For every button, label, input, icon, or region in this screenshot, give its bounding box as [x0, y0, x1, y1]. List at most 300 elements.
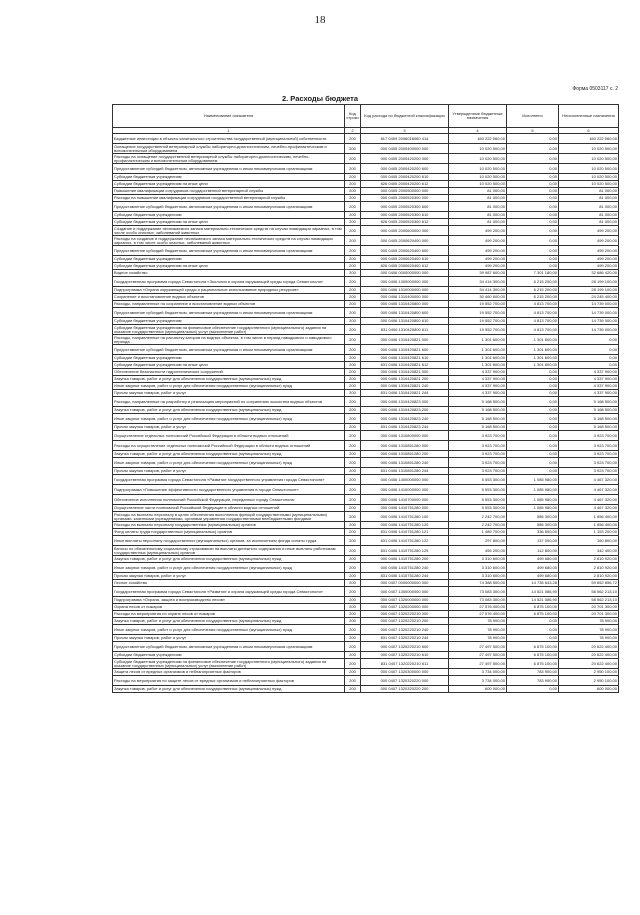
- row-unexecuted: 59 652 856,72: [559, 580, 619, 587]
- row-approved: 73 083 300,00: [449, 597, 507, 604]
- row-name: Государственная программа города Севастополя «Экология и охрана окружающей среды города Севастополя»: [113, 277, 345, 287]
- row-code: 200: [345, 635, 361, 642]
- row-code: 200: [345, 154, 361, 164]
- row-name: Предоставление субсидий бюджетным, автономным учреждениям и иным некоммерческим организациям: [113, 202, 345, 212]
- row-name: Расходы на осуществление отдельных полномочий Российской Федерации в области водных отношений: [113, 441, 345, 451]
- row-executed: 4 813 700,00: [507, 301, 559, 308]
- row-executed: 6 215 200,00: [507, 287, 559, 294]
- table-row: [113, 164, 619, 174]
- row-code: 200: [345, 604, 361, 611]
- row-unexecuted: 78 900,00: [559, 635, 619, 642]
- row-approved: 10 020 500,00: [449, 144, 507, 154]
- row-name: Субсидии бюджетным учреждениям на иные цели: [113, 181, 345, 188]
- column-header: Наименование показателя: [113, 105, 345, 128]
- table-row: [113, 580, 619, 587]
- row-executed: 0,00: [507, 188, 559, 195]
- row-code: 200: [345, 556, 361, 563]
- row-code: 200: [345, 618, 361, 625]
- row-name: Закупка товаров, работ и услуг для обеспечения государственных (муниципальных) нужд: [113, 618, 345, 625]
- row-executed: 783 900,00: [507, 669, 559, 676]
- row-approved: 1 301 600,00: [449, 362, 507, 369]
- row-approved: 34 414 300,00: [449, 277, 507, 287]
- row-name: Прочая закупка товаров, работ и услуг: [113, 468, 345, 475]
- row-executed: 499 680,00: [507, 573, 559, 580]
- row-code: 200: [345, 383, 361, 390]
- row-kbk: 000 0406 1310800000 000: [361, 431, 449, 441]
- row-code: 200: [345, 529, 361, 536]
- row-approved: 73 083 300,00: [449, 587, 507, 597]
- table-row: [113, 546, 619, 556]
- row-approved: 78 900,00: [449, 625, 507, 635]
- row-unexecuted: 81 000,00: [559, 219, 619, 226]
- table-row: [113, 226, 619, 236]
- row-kbk: 831 0407 1320220210 611: [361, 659, 449, 669]
- row-executed: 4 813 700,00: [507, 308, 559, 318]
- row-unexecuted: 499 200,00: [559, 246, 619, 256]
- row-executed: 0,00: [507, 219, 559, 226]
- table-row: [113, 212, 619, 219]
- row-approved: 3 734 000,00: [449, 676, 507, 686]
- row-code: 200: [345, 294, 361, 301]
- row-kbk: 000 0406 1310420821 600: [361, 345, 449, 355]
- row-executed: 0,00: [507, 144, 559, 154]
- row-name: Субсидии бюджетным учреждениям: [113, 212, 345, 219]
- row-kbk: 000 0405 2000420200 600: [361, 164, 449, 174]
- row-executed: 0,00: [507, 390, 559, 397]
- table-row: [113, 376, 619, 383]
- row-executed: 0,00: [507, 686, 559, 693]
- row-code: 200: [345, 369, 361, 376]
- row-approved: 3 923 700,00: [449, 441, 507, 451]
- row-code: 200: [345, 325, 361, 335]
- column-header: Исполнено: [507, 105, 559, 128]
- row-kbk: 000 0407 1320200000 000: [361, 604, 449, 611]
- row-unexecuted: 5 168 500,00: [559, 407, 619, 414]
- row-approved: 30 460 600,00: [449, 294, 507, 301]
- row-code: 200: [345, 505, 361, 512]
- row-unexecuted: 3 923 700,00: [559, 451, 619, 458]
- row-kbk: 831 0406 1310420821 612: [361, 362, 449, 369]
- row-kbk: 831 0406 1410751280 121: [361, 529, 449, 536]
- row-name: Расходы на оснащение государственной ветеринарной службы лабораторно-диагностическим, лечебно-профилактическим и вспомогательным оборудованием: [113, 154, 345, 164]
- table-row: [113, 174, 619, 181]
- row-code: 200: [345, 580, 361, 587]
- row-executed: 0,00: [507, 181, 559, 188]
- row-name: Предоставление субсидий бюджетным, автономным учреждениям и иным некоммерческим организациям: [113, 345, 345, 355]
- row-unexecuted: 10 020 500,00: [559, 154, 619, 164]
- row-kbk: 000 0405 2000520300 000: [361, 195, 449, 202]
- row-kbk: 831 0407 1320220210 244: [361, 635, 449, 642]
- row-code: 200: [345, 669, 361, 676]
- row-kbk: 000 0406 0000000000 000: [361, 270, 449, 277]
- table-row: [113, 407, 619, 414]
- row-code: 200: [345, 485, 361, 495]
- row-name: Обеспечение безопасности гидротехнических сооружений: [113, 369, 345, 376]
- row-kbk: 000 0406 1310420800 000: [361, 301, 449, 308]
- row-code: 200: [345, 219, 361, 226]
- row-approved: 74 388 500,00: [449, 580, 507, 587]
- row-unexecuted: 4 337 900,00: [559, 383, 619, 390]
- section-title: 2. Расходы бюджета: [281, 94, 359, 103]
- row-approved: 10 020 500,00: [449, 174, 507, 181]
- row-code: 200: [345, 522, 361, 529]
- row-name: Осуществление отдельных полномочий Российской Федерации в области водных отношений: [113, 431, 345, 441]
- row-code: 200: [345, 642, 361, 652]
- row-name: Закупка товаров, работ и услуг для обеспечения государственных (муниципальных) нужд: [113, 686, 345, 693]
- row-code: 200: [345, 475, 361, 485]
- row-code: 200: [345, 287, 361, 294]
- row-kbk: 000 0405 2000620400 600: [361, 246, 449, 256]
- row-approved: 39 987 600,00: [449, 270, 507, 277]
- row-executed: 137 000,00: [507, 536, 559, 546]
- page-number: 18: [314, 14, 326, 26]
- row-approved: 10 020 500,00: [449, 181, 507, 188]
- row-approved: 27 497 500,00: [449, 659, 507, 669]
- row-name: Субсидии бюджетным учреждениям: [113, 652, 345, 659]
- table-row: [113, 475, 619, 485]
- row-name: Прочая закупка товаров, работ и услуг: [113, 390, 345, 397]
- table-row: [113, 485, 619, 495]
- row-approved: 499 200,00: [449, 226, 507, 236]
- row-unexecuted: 0,00: [559, 362, 619, 369]
- row-executed: 0,00: [507, 397, 559, 407]
- row-kbk: 000 0406 1310851280 240: [361, 458, 449, 468]
- table-row: [113, 505, 619, 512]
- table-row: [113, 383, 619, 390]
- row-unexecuted: 4 337 900,00: [559, 369, 619, 376]
- row-approved: 5 168 500,00: [449, 397, 507, 407]
- row-kbk: 826 0405 2000620400 612: [361, 263, 449, 270]
- row-unexecuted: 20 701 300,00: [559, 611, 619, 618]
- row-code: 200: [345, 270, 361, 277]
- row-kbk: 000 0405 2000520300 600: [361, 202, 449, 212]
- table-row: [113, 318, 619, 325]
- row-kbk: 831 0406 1310420800 611: [361, 325, 449, 335]
- row-unexecuted: 3 923 700,00: [559, 441, 619, 451]
- row-executed: 4 813 700,00: [507, 325, 559, 335]
- row-code: 200: [345, 212, 361, 219]
- row-executed: 0,00: [507, 154, 559, 164]
- row-code: 200: [345, 587, 361, 597]
- row-unexecuted: 342 400,00: [559, 546, 619, 556]
- row-kbk: 000 0406 1310420821 200: [361, 376, 449, 383]
- row-approved: 4 337 900,00: [449, 369, 507, 376]
- row-unexecuted: 499 200,00: [559, 256, 619, 263]
- row-approved: 499 200,00: [449, 236, 507, 246]
- row-name: Субсидии бюджетным учреждениям на финансовое обеспечение государственного (муниципального) задания на оказание государственных (муниципальных) услуг (выполнение работ): [113, 325, 345, 335]
- row-executed: 0,00: [507, 635, 559, 642]
- row-approved: 499 200,00: [449, 246, 507, 256]
- row-approved: 81 000,00: [449, 195, 507, 202]
- row-executed: 6 875 100,00: [507, 652, 559, 659]
- table-row: [113, 294, 619, 301]
- table-row: [113, 202, 619, 212]
- row-name: Предоставление субсидий бюджетным, автономным учреждениям и иным некоммерческим организациям: [113, 164, 345, 174]
- expenditures-table: [112, 104, 619, 693]
- row-code: 200: [345, 686, 361, 693]
- row-code: 200: [345, 563, 361, 573]
- row-executed: 0,00: [507, 407, 559, 414]
- row-name: Расходы, направленные на разработку и реализацию мероприятий по сохранению экосистем водных объектов: [113, 397, 345, 407]
- row-executed: 6 875 100,00: [507, 659, 559, 669]
- row-name: Субсидии бюджетным учреждениям: [113, 355, 345, 362]
- row-name: Иные закупки товаров, работ и услуг для обеспечения государственных (муниципальных) нужд: [113, 625, 345, 635]
- row-approved: 3 923 700,00: [449, 431, 507, 441]
- row-kbk: 000 0406 1410751280 100: [361, 512, 449, 522]
- row-name: Субсидии бюджетным учреждениям: [113, 318, 345, 325]
- row-approved: 3 923 700,00: [449, 458, 507, 468]
- row-executed: 0,00: [507, 134, 559, 144]
- table-row: [113, 195, 619, 202]
- table-row: [113, 458, 619, 468]
- row-executed: 0,00: [507, 369, 559, 376]
- row-kbk: 000 0406 1310851280 200: [361, 451, 449, 458]
- table-row: [113, 441, 619, 451]
- table-row: [113, 431, 619, 441]
- column-number: 5: [507, 128, 559, 134]
- column-header: Код расхода по бюджетной классификации: [361, 105, 449, 128]
- row-code: 200: [345, 397, 361, 407]
- row-approved: 81 000,00: [449, 219, 507, 226]
- row-name: Закупка товаров, работ и услуг для обеспечения государственных (муниципальных) нужд: [113, 451, 345, 458]
- row-unexecuted: 2 950 100,00: [559, 669, 619, 676]
- row-approved: 4 337 900,00: [449, 383, 507, 390]
- row-executed: 1 085 980,00: [507, 495, 559, 505]
- row-approved: 34 414 300,00: [449, 287, 507, 294]
- row-name: Обеспечение исполнения полномочий Российской Федерации, переданных городу Севастополю: [113, 495, 345, 505]
- row-approved: 27 576 400,00: [449, 611, 507, 618]
- row-unexecuted: 81 000,00: [559, 212, 619, 219]
- row-kbk: 000 0406 1310420823 200: [361, 407, 449, 414]
- row-name: Иные выплаты персоналу государственных (муниципальных) органов, за исключением фонда оплаты труда: [113, 536, 345, 546]
- row-unexecuted: 2 950 100,00: [559, 676, 619, 686]
- table-row: [113, 236, 619, 246]
- row-kbk: 000 0406 1310420821 000: [361, 335, 449, 345]
- row-executed: 0,00: [507, 256, 559, 263]
- table-row: [113, 256, 619, 263]
- row-code: 200: [345, 355, 361, 362]
- table-row: [113, 659, 619, 669]
- row-executed: 6 875 100,00: [507, 642, 559, 652]
- row-approved: 78 900,00: [449, 635, 507, 642]
- table-row: [113, 652, 619, 659]
- table-row: [113, 134, 619, 144]
- row-name: Оснащение государственной ветеринарной службы лабораторно-диагностическим, лечебно-профилактическим и вспомогательным оборудованием: [113, 144, 345, 154]
- row-unexecuted: 5 168 500,00: [559, 397, 619, 407]
- row-code: 200: [345, 335, 361, 345]
- table-row: [113, 676, 619, 686]
- row-kbk: 000 0406 1310420800 610: [361, 318, 449, 325]
- row-name: Иные закупки товаров, работ и услуг для обеспечения государственных (муниципальных) нужд: [113, 563, 345, 573]
- row-kbk: 000 0406 1410751280 000: [361, 505, 449, 512]
- row-executed: 0,00: [507, 441, 559, 451]
- row-approved: 1 489 700,00: [449, 529, 507, 536]
- row-unexecuted: 78 900,00: [559, 618, 619, 625]
- row-executed: 6 215 200,00: [507, 294, 559, 301]
- row-name: Лесное хозяйство: [113, 580, 345, 587]
- row-code: 200: [345, 188, 361, 195]
- row-code: 200: [345, 246, 361, 256]
- row-executed: 0,00: [507, 226, 559, 236]
- row-executed: 783 900,00: [507, 676, 559, 686]
- row-executed: 0,00: [507, 383, 559, 390]
- row-executed: 499 680,00: [507, 556, 559, 563]
- row-kbk: 000 0407 1320300000 000: [361, 669, 449, 676]
- table-row: [113, 154, 619, 164]
- table-row: [113, 308, 619, 318]
- row-code: 200: [345, 659, 361, 669]
- table-row: [113, 188, 619, 195]
- row-name: Осуществление части полномочий Российской Федерации в области водных отношений: [113, 505, 345, 512]
- row-approved: 4 337 900,00: [449, 390, 507, 397]
- row-approved: 10 020 500,00: [449, 164, 507, 174]
- table-row: [113, 536, 619, 546]
- table-row: [113, 669, 619, 676]
- row-kbk: 817 0409 2006016060 414: [361, 134, 449, 144]
- row-executed: 1 301 600,00: [507, 362, 559, 369]
- row-code: 200: [345, 495, 361, 505]
- row-unexecuted: 58 562 213,10: [559, 587, 619, 597]
- row-unexecuted: 78 900,00: [559, 625, 619, 635]
- row-kbk: 000 0406 1300000000 000: [361, 277, 449, 287]
- row-name: Расходы на выплаты персоналу государственных (муниципальных) органов: [113, 522, 345, 529]
- table-row: [113, 219, 619, 226]
- row-code: 200: [345, 468, 361, 475]
- table-row: [113, 414, 619, 424]
- row-name: Сохранение и восстановление водных объектов: [113, 294, 345, 301]
- row-executed: 0,00: [507, 414, 559, 424]
- row-executed: 112 800,00: [507, 546, 559, 556]
- row-kbk: 000 0405 2000500000 000: [361, 188, 449, 195]
- row-name: Иные закупки товаров, работ и услуг для обеспечения государственных (муниципальных) нужд: [113, 414, 345, 424]
- row-kbk: 831 0406 1310420821 244: [361, 390, 449, 397]
- row-unexecuted: 4 467 320,00: [559, 485, 619, 495]
- row-name: Бюджетные инвестиции в объекты капитального строительства государственной (муниципальной) собственности: [113, 134, 345, 144]
- row-name: Повышение квалификации сотрудников государственной ветеринарной службы: [113, 188, 345, 195]
- row-kbk: 000 0407 1320320220 000: [361, 676, 449, 686]
- column-number: 2: [345, 128, 361, 134]
- row-name: Предоставление субсидий бюджетным, автономным учреждениям и иным некоммерческим организациям: [113, 642, 345, 652]
- row-unexecuted: 600 000,00: [559, 686, 619, 693]
- row-unexecuted: 499 200,00: [559, 236, 619, 246]
- row-unexecuted: 4 467 320,00: [559, 475, 619, 485]
- row-kbk: 000 0406 1410751280 240: [361, 563, 449, 573]
- row-name: Иные закупки товаров, работ и услуг для обеспечения государственных (муниципальных) нужд: [113, 458, 345, 468]
- row-unexecuted: 14 739 000,00: [559, 308, 619, 318]
- row-code: 200: [345, 202, 361, 212]
- row-executed: 0,00: [507, 468, 559, 475]
- row-name: Прочая закупка товаров, работ и услуг: [113, 573, 345, 580]
- table-row: [113, 451, 619, 458]
- row-unexecuted: 14 739 000,00: [559, 318, 619, 325]
- row-unexecuted: 4 337 900,00: [559, 390, 619, 397]
- row-kbk: 000 0406 1310420821 610: [361, 355, 449, 362]
- row-code: 200: [345, 195, 361, 202]
- row-executed: 0,00: [507, 202, 559, 212]
- row-name: Субсидии бюджетным учреждениям на финансовое обеспечение государственного (муниципального) задания на оказание государственных (муниципальных) услуг (выполнение работ): [113, 659, 345, 669]
- row-approved: 160 222 060,00: [449, 134, 507, 144]
- table-row: [113, 335, 619, 345]
- table-row: [113, 369, 619, 376]
- row-approved: 27 576 400,00: [449, 604, 507, 611]
- row-unexecuted: 2 810 920,00: [559, 556, 619, 563]
- row-name: Взносы по обязательному социальному страхованию на выплаты денежного содержания и иные выплаты работникам государственных (муниципальных) органов: [113, 546, 345, 556]
- row-name: Субсидии бюджетным учреждениям на иные цели: [113, 219, 345, 226]
- row-kbk: 831 0406 1410751280 244: [361, 573, 449, 580]
- row-unexecuted: 499 200,00: [559, 226, 619, 236]
- row-unexecuted: 5 168 500,00: [559, 424, 619, 431]
- row-unexecuted: 81 000,00: [559, 188, 619, 195]
- row-kbk: 000 0406 1310000000 000: [361, 287, 449, 294]
- row-executed: 0,00: [507, 458, 559, 468]
- table-row: [113, 355, 619, 362]
- row-kbk: 000 0405 2000520300 610: [361, 212, 449, 219]
- table-row: [113, 495, 619, 505]
- row-approved: 4 337 900,00: [449, 376, 507, 383]
- row-executed: 0,00: [507, 618, 559, 625]
- row-approved: 78 900,00: [449, 618, 507, 625]
- row-approved: 600 000,00: [449, 686, 507, 693]
- row-kbk: 831 0406 1310420823 244: [361, 424, 449, 431]
- row-unexecuted: 10 020 500,00: [559, 174, 619, 181]
- row-unexecuted: 28 199 100,00: [559, 277, 619, 287]
- row-unexecuted: 81 000,00: [559, 202, 619, 212]
- row-name: Расходы на выплаты персоналу в целях обеспечения выполнения функций государственными (муниципальными) органами, казенными учреждениями, органами управления государственными внебюджетными фондами: [113, 512, 345, 522]
- row-code: 200: [345, 536, 361, 546]
- row-name: Иные закупки товаров, работ и услуг для обеспечения государственных (муниципальных) нужд: [113, 383, 345, 390]
- row-kbk: 831 0406 1310851280 244: [361, 468, 449, 475]
- table-row: [113, 573, 619, 580]
- row-unexecuted: 10 020 500,00: [559, 164, 619, 174]
- row-executed: 14 521 086,90: [507, 587, 559, 597]
- row-kbk: 000 0406 1410000000 000: [361, 485, 449, 495]
- row-unexecuted: 1 656 400,00: [559, 522, 619, 529]
- table-row: [113, 277, 619, 287]
- table-row: [113, 325, 619, 335]
- row-approved: 3 923 700,00: [449, 451, 507, 458]
- table-row: [113, 263, 619, 270]
- table-row: [113, 611, 619, 618]
- row-unexecuted: 58 562 213,10: [559, 597, 619, 604]
- row-code: 200: [345, 451, 361, 458]
- row-executed: 0,00: [507, 174, 559, 181]
- row-code: 200: [345, 390, 361, 397]
- row-name: Подпрограмма «Охрана, защита и воспроизводство лесов»: [113, 597, 345, 604]
- row-kbk: 000 0405 2000400000 000: [361, 144, 449, 154]
- row-unexecuted: 10 020 500,00: [559, 144, 619, 154]
- table-row: [113, 635, 619, 642]
- row-kbk: 000 0407 0000000000 000: [361, 580, 449, 587]
- row-code: 200: [345, 597, 361, 604]
- row-executed: 0,00: [507, 236, 559, 246]
- table-row: [113, 424, 619, 431]
- table-row: [113, 246, 619, 256]
- row-kbk: 000 0407 1320220210 610: [361, 652, 449, 659]
- row-kbk: 000 0407 1320220210 240: [361, 625, 449, 635]
- row-kbk: 826 0405 2000520300 612: [361, 219, 449, 226]
- row-approved: 3 310 600,00: [449, 563, 507, 573]
- row-kbk: 826 0405 2000420200 612: [361, 181, 449, 188]
- row-code: 200: [345, 362, 361, 369]
- table-row: [113, 287, 619, 294]
- row-approved: 1 301 600,00: [449, 355, 507, 362]
- row-executed: 1 085 980,00: [507, 485, 559, 495]
- row-unexecuted: 4 467 320,00: [559, 495, 619, 505]
- row-code: 200: [345, 424, 361, 431]
- column-number: 1: [113, 128, 345, 134]
- row-code: 200: [345, 345, 361, 355]
- row-approved: 5 553 300,00: [449, 485, 507, 495]
